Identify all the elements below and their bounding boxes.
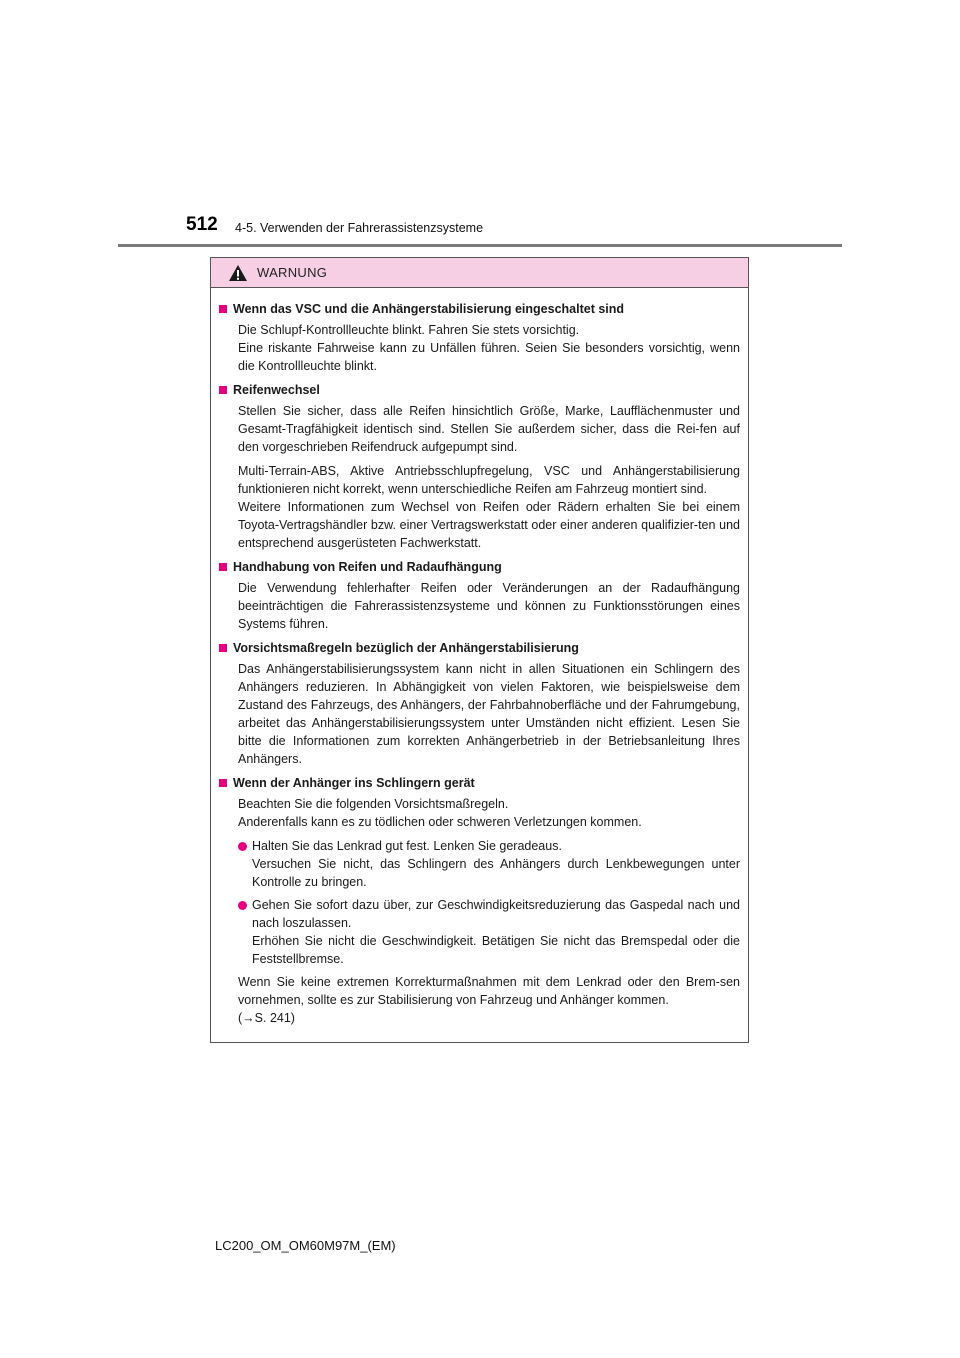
text-line: Die Verwendung fehlerhafter Reifen oder Veränderungen an der Radaufhängung beeinträchtigen die Fahrerassistenzsysteme und können zu Funktionsstörungen eines Systems führen.	[238, 581, 740, 631]
document-code: LC200_OM_OM60M97M_(EM)	[215, 1238, 396, 1253]
circle-bullet-icon	[238, 901, 247, 910]
text-line: Anderenfalls kann es zu tödlichen oder schweren Verletzungen kommen.	[238, 815, 642, 829]
square-bullet-icon	[219, 779, 227, 787]
square-bullet-icon	[219, 386, 227, 394]
text-line: Gehen Sie sofort dazu über, zur Geschwindigkeitsreduzierung das Gaspedal nach und nach loszulassen.	[252, 898, 740, 930]
warning-paragraph	[238, 660, 740, 768]
bullet-item	[238, 896, 740, 968]
text-line: Weitere Informationen zum Wechsel von Reifen oder Rädern erhalten Sie bei einem Toyota-Vertragshändler bzw. einer Vertragswerkstatt oder einer anderen qualifizier-ten und entsprechend ausgerüsteten Fachwerkstatt.	[238, 500, 740, 550]
warning-item	[219, 639, 740, 768]
warning-body	[211, 288, 748, 1027]
square-bullet-icon	[219, 563, 227, 571]
warning-item-heading-text: Vorsichtsmaßregeln bezüglich der Anhängerstabilisierung	[233, 641, 579, 655]
text-line: Multi-Terrain-ABS, Aktive Antriebsschlupfregelung, VSC und Anhängerstabilisierung funktionieren nicht korrekt, wenn unterschiedliche Reifen am Fahrzeug montiert sind.	[238, 464, 740, 496]
text-line: (→S. 241)	[238, 1011, 295, 1025]
warning-paragraph	[238, 973, 740, 1027]
section-title: 4-5. Verwenden der Fahrerassistenzsysteme	[235, 221, 484, 235]
warning-paragraph	[238, 579, 740, 633]
text-line: Halten Sie das Lenkrad gut fest. Lenken Sie geradeaus.	[252, 839, 562, 853]
text-line: Versuchen Sie nicht, das Schlingern des Anhängers durch Lenkbewegungen unter Kontrolle zu bringen.	[252, 857, 740, 889]
warning-item	[219, 381, 740, 552]
warning-title: WARNUNG	[257, 265, 328, 280]
warning-item	[219, 558, 740, 633]
warning-paragraph	[238, 795, 740, 831]
warning-triangle-icon	[228, 264, 248, 282]
text-line: Wenn Sie keine extremen Korrekturmaßnahmen mit dem Lenkrad oder den Brem-sen vornehmen, sollte es zur Stabilisierung von Fahrzeug und Anhänger kommen.	[238, 975, 740, 1007]
circle-bullet-icon	[238, 842, 247, 851]
warning-item-heading-text: Wenn das VSC und die Anhängerstabilisierung eingeschaltet sind	[233, 302, 625, 316]
warning-paragraph	[238, 321, 740, 375]
bullet-text	[252, 896, 740, 968]
warning-item-heading-text: Handhabung von Reifen und Radaufhängung	[233, 560, 502, 574]
warning-header	[211, 258, 748, 288]
warning-item-heading	[219, 639, 740, 657]
square-bullet-icon	[219, 644, 227, 652]
page-number: 512	[186, 214, 218, 235]
warning-item-heading	[219, 300, 740, 318]
warning-item-heading-text: Wenn der Anhänger ins Schlingern gerät	[233, 776, 475, 790]
text-line: Eine riskante Fahrweise kann zu Unfällen führen. Seien Sie besonders vorsichtig, wenn die Kontrollleuchte blinkt.	[238, 341, 740, 373]
warning-box	[210, 257, 749, 1043]
warning-item	[219, 774, 740, 1027]
square-bullet-icon	[219, 305, 227, 313]
text-line: Die Schlupf-Kontrollleuchte blinkt. Fahren Sie stets vorsichtig.	[238, 323, 580, 337]
text-line: Beachten Sie die folgenden Vorsichtsmaßregeln.	[238, 797, 509, 811]
warning-paragraph	[238, 462, 740, 552]
warning-paragraph	[238, 402, 740, 456]
bullet-text	[252, 837, 740, 891]
warning-item-heading	[219, 381, 740, 399]
header-divider	[118, 244, 842, 247]
bullet-item	[238, 837, 740, 891]
warning-item-heading	[219, 558, 740, 576]
warning-item	[219, 300, 740, 375]
warning-item-heading	[219, 774, 740, 792]
text-line: Erhöhen Sie nicht die Geschwindigkeit. Betätigen Sie nicht das Bremspedal oder die Feststellbremse.	[252, 934, 740, 966]
text-line: Stellen Sie sicher, dass alle Reifen hinsichtlich Größe, Marke, Laufflächenmuster und Gesamt-Tragfähigkeit identisch sind. Stellen Sie außerdem sicher, dass die Rei-fen auf den vorgeschrieben Reifendruck aufgepumpt sind.	[238, 404, 740, 454]
page-header	[186, 214, 846, 244]
text-line: Das Anhängerstabilisierungssystem kann nicht in allen Situationen ein Schlingern des Anhängers reduzieren. In Abhängigkeit von vielen Faktoren, wie beispielsweise dem Zustand des Fahrzeugs, des Anhängers, der Fahrbahnoberfläche und der Fahrumgebung, arbeitet das Anhängerstabilisierungssystem unter Umständen nicht effizient. Lesen Sie bitte die Informationen zum korrekten Anhängerbetrieb in der Betriebsanleitung Ihres Anhängers.	[238, 662, 740, 766]
warning-item-heading-text: Reifenwechsel	[233, 383, 320, 397]
